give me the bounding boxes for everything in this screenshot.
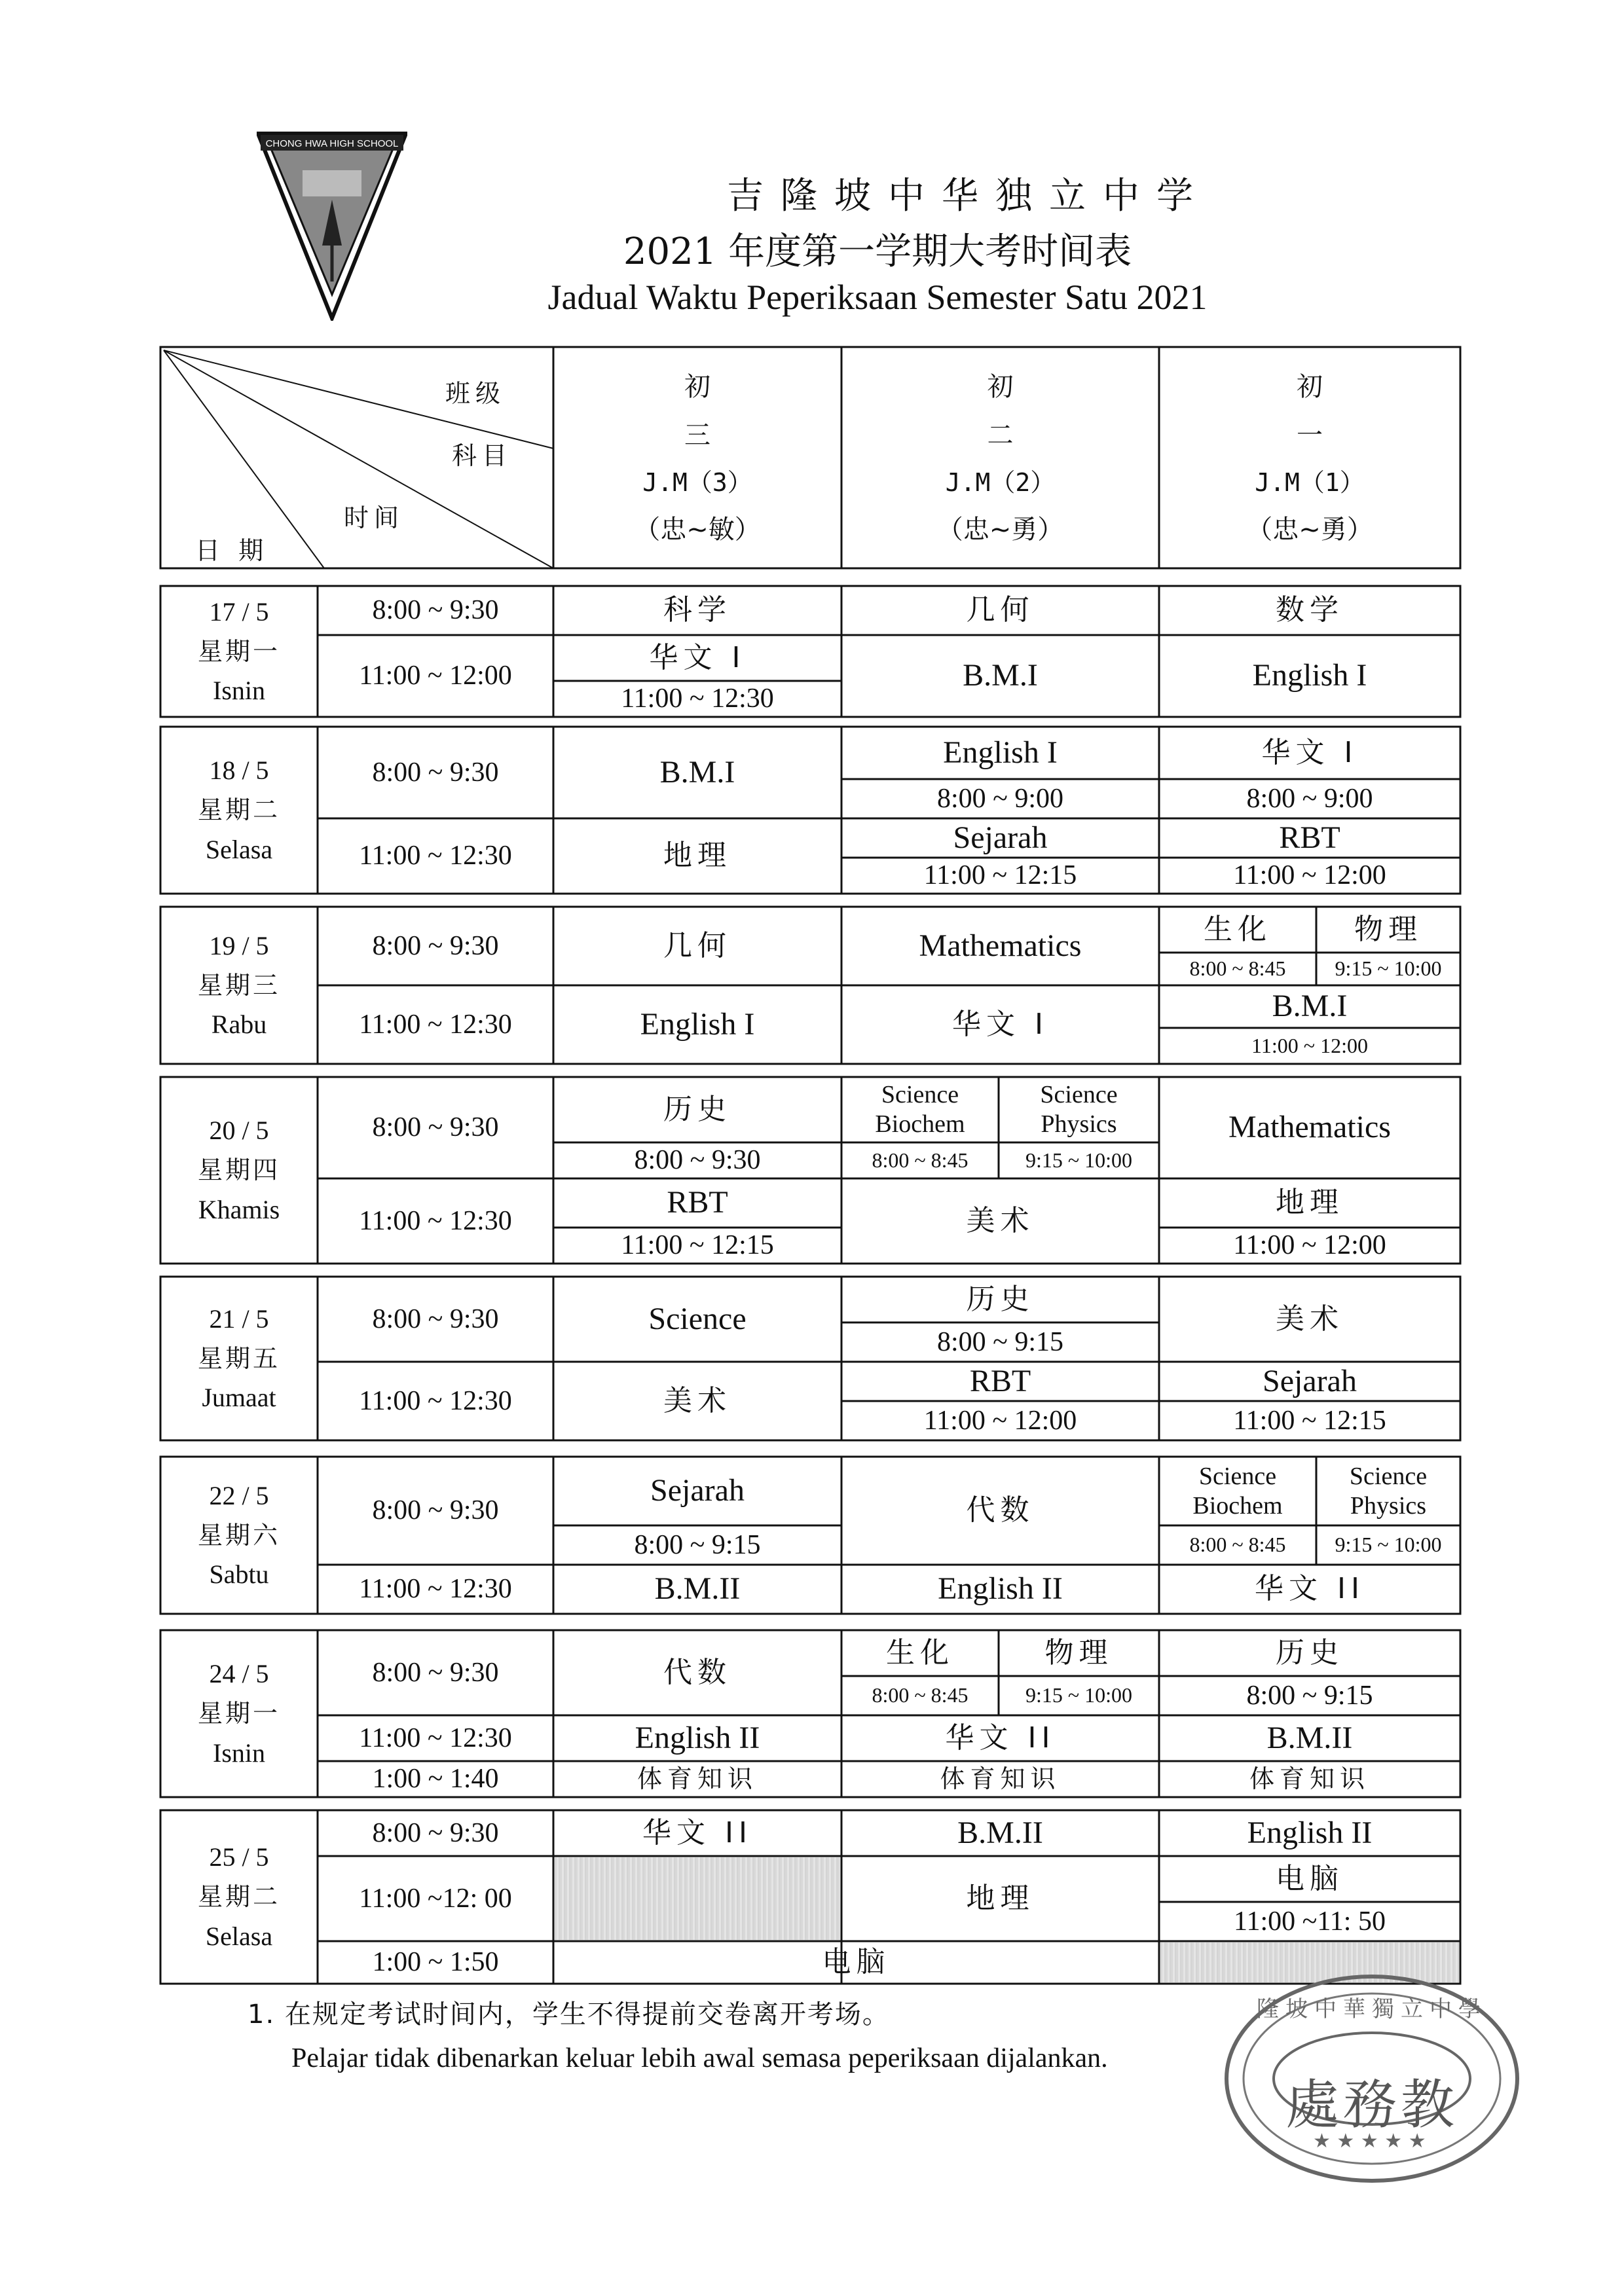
subject-cell: Sejarah	[1263, 1363, 1357, 1398]
exam-rule-note-cn: 1. 在规定考试时间内，学生不得提前交卷离开考场。	[248, 1999, 890, 2030]
subject-time: 8:00 ~ 9:00	[936, 783, 1064, 814]
time-cell: 11:00 ~ 12:30	[359, 1722, 512, 1753]
time-cell: 1:00 ~ 1:50	[372, 1947, 499, 1978]
subject-cell: 生化	[886, 1635, 954, 1669]
subject-cell: Science Physics	[1349, 1462, 1428, 1520]
subject-cell: Science Biochem	[875, 1081, 965, 1138]
subject-cell: 历史	[663, 1092, 731, 1126]
subject-time: 11:00 ~ 12:00	[923, 1405, 1077, 1436]
subject-cell: 代数	[966, 1493, 1035, 1527]
subject-cell: B.M.I	[963, 658, 1038, 693]
subject-cell: B.M.II	[1266, 1720, 1353, 1755]
subject-cell: RBT	[1279, 820, 1340, 855]
time-cell: 11:00 ~12: 00	[359, 1883, 512, 1914]
time-cell: 8:00 ~ 9:30	[372, 1303, 499, 1334]
subject-cell: English II	[1247, 1815, 1373, 1850]
svg-text:CHONG HWA HIGH SCHOOL: CHONG HWA HIGH SCHOOL	[265, 138, 399, 149]
subject-time: 11:00 ~ 12:00	[1233, 860, 1386, 891]
subject-cell: 科学	[663, 593, 731, 627]
subject-cell: English I	[640, 1006, 755, 1042]
subject-time: 9:15 ~ 10:00	[1335, 957, 1442, 981]
timetable-title-cn: 2021 年度第一学期大考时间表	[623, 230, 1132, 273]
exam-rule-note-malay: Pelajar tidak dibenarkan keluar lebih awal semasa peperiksaan dijalankan.	[291, 2043, 1108, 2073]
subject-cell: B.M.I	[1272, 989, 1348, 1024]
subject-cell: Science	[648, 1301, 747, 1336]
time-cell: 11:00 ~ 12:30	[359, 1574, 512, 1605]
subject-cell: Sejarah	[953, 820, 1048, 855]
time-cell: 8:00 ~ 9:30	[372, 595, 499, 626]
subject-cell: RBT	[667, 1185, 728, 1220]
subject-time: 8:00 ~ 9:15	[634, 1529, 761, 1560]
subject-time: 11:00 ~ 12:15	[923, 860, 1077, 891]
day-cell: 22 / 5 星期六 Sabtu	[197, 1480, 280, 1590]
day-cell: 17 / 5 星期一 Isnin	[197, 596, 280, 706]
subject-cell: Mathematics	[1228, 1110, 1391, 1145]
subject-time: 11:00 ~ 12:30	[621, 683, 774, 714]
subject-time: 9:15 ~ 10:00	[1025, 1683, 1133, 1707]
subject-time: 8:00 ~ 9:00	[1246, 783, 1373, 814]
stamp-inner-text: 處務教	[1285, 2074, 1458, 2136]
subject-cell: 华文 I	[952, 1007, 1048, 1041]
subject-cell: RBT	[969, 1363, 1031, 1398]
subject-cell: 地理	[1276, 1186, 1344, 1220]
subject-time: 8:00 ~ 9:15	[1246, 1680, 1373, 1711]
subject-cell: 物理	[1354, 912, 1422, 946]
subject-cell: 地理	[966, 1881, 1035, 1915]
timetable-title-malay: Jadual Waktu Peperiksaan Semester Satu 2021	[547, 278, 1208, 317]
time-cell: 8:00 ~ 9:30	[372, 1495, 499, 1526]
subject-cell: 体育知识	[637, 1764, 758, 1793]
subject-cell: Sejarah	[650, 1473, 745, 1508]
day-cell: 25 / 5 星期二 Selasa	[197, 1842, 280, 1951]
subject-cell: 华文 I	[1261, 735, 1358, 769]
subject-cell: 体育知识	[940, 1764, 1061, 1793]
subject-cell: 代数	[663, 1655, 731, 1689]
subject-time: 11:00 ~ 12:15	[1233, 1405, 1386, 1436]
header-col-j1: 初 一 J.M（1） （忠~勇）	[1246, 371, 1373, 545]
time-cell: 11:00 ~ 12:00	[359, 661, 512, 691]
time-label: 时间	[344, 503, 405, 532]
svg-text:★ ★ ★ ★ ★: ★ ★ ★ ★ ★	[1313, 2130, 1426, 2153]
time-cell: 11:00 ~ 12:30	[359, 1385, 512, 1416]
subject-time: 11:00 ~ 12:00	[1251, 1033, 1368, 1057]
subject-time: 8:00 ~ 9:30	[634, 1145, 761, 1176]
subject-cell: 几何	[663, 928, 731, 962]
subject-cell: 华文 I	[649, 640, 746, 674]
subject-cell: 几何	[966, 593, 1035, 627]
subject-cell: 华文 II	[1255, 1572, 1365, 1606]
subject-time: 9:15 ~ 10:00	[1335, 1533, 1442, 1557]
subject-cell: 华文 II	[642, 1815, 752, 1850]
date-label: 日 期	[195, 536, 269, 565]
subject-time: 8:00 ~ 9:15	[936, 1326, 1064, 1357]
time-cell: 8:00 ~ 9:30	[372, 1112, 499, 1143]
subject-cell: English I	[1252, 658, 1367, 693]
subject-cell: Science Physics	[1040, 1081, 1118, 1138]
time-cell: 8:00 ~ 9:30	[372, 930, 499, 961]
class-label: 班级	[445, 379, 506, 408]
subject-time: 8:00 ~ 8:45	[872, 1148, 969, 1172]
subject-cell: 物理	[1044, 1635, 1113, 1669]
subject-cell: 美术	[663, 1383, 731, 1417]
empty-slot-shading	[555, 1857, 840, 1940]
subject-label: 科目	[452, 441, 513, 470]
header-col-j2: 初 二 J.M（2） （忠~勇）	[936, 371, 1064, 545]
subject-cell: B.M.II	[654, 1571, 741, 1607]
time-cell: 1:00 ~ 1:40	[372, 1764, 499, 1795]
subject-cell: 电脑	[822, 1945, 891, 1979]
subject-cell: 华文 II	[945, 1721, 1056, 1755]
subject-cell: 地理	[663, 839, 731, 873]
subject-cell: 历史	[1276, 1635, 1344, 1669]
subject-time: 11:00 ~ 12:00	[1233, 1230, 1386, 1261]
subject-cell: 数学	[1276, 593, 1344, 627]
subject-time: 8:00 ~ 8:45	[1189, 957, 1286, 981]
subject-cell: 历史	[966, 1282, 1035, 1316]
school-name: 吉隆坡中华独立中学	[727, 175, 1210, 217]
subject-cell: 体育知识	[1249, 1764, 1370, 1793]
header-col-j3: 初 三 J.M（3） （忠~敏）	[634, 371, 761, 545]
subject-cell: B.M.I	[659, 754, 735, 790]
subject-cell: 美术	[1276, 1302, 1344, 1336]
day-cell: 19 / 5 星期三 Rabu	[197, 930, 280, 1040]
subject-cell: English II	[938, 1571, 1063, 1607]
subject-cell: 美术	[966, 1203, 1035, 1237]
subject-time: 8:00 ~ 8:45	[872, 1683, 969, 1707]
day-cell: 24 / 5 星期一 Isnin	[197, 1659, 280, 1768]
subject-time: 11:00 ~ 12:15	[621, 1230, 774, 1261]
time-cell: 11:00 ~ 12:30	[359, 841, 512, 871]
day-cell: 18 / 5 星期二 Selasa	[197, 756, 280, 864]
subject-cell: Science Biochem	[1192, 1462, 1283, 1520]
subject-cell: 电脑	[1276, 1861, 1344, 1895]
subject-cell: English I	[943, 735, 1058, 770]
subject-time: 11:00 ~11: 50	[1234, 1906, 1386, 1937]
subject-cell: 生化	[1204, 912, 1272, 946]
subject-cell: Mathematics	[919, 928, 1082, 963]
subject-cell: English II	[635, 1720, 760, 1755]
subject-time: 9:15 ~ 10:00	[1025, 1148, 1133, 1172]
time-cell: 8:00 ~ 9:30	[372, 1657, 499, 1688]
time-cell: 8:00 ~ 9:30	[372, 757, 499, 788]
time-cell: 11:00 ~ 12:30	[359, 1009, 512, 1040]
day-cell: 21 / 5 星期五 Jumaat	[197, 1303, 280, 1413]
svg-text:隆坡中華獨立中學: 隆坡中華獨立中學	[1257, 1996, 1487, 2022]
time-cell: 11:00 ~ 12:30	[359, 1205, 512, 1236]
subject-cell: B.M.II	[957, 1815, 1043, 1850]
subject-time: 8:00 ~ 8:45	[1189, 1533, 1286, 1557]
time-cell: 8:00 ~ 9:30	[372, 1817, 499, 1848]
day-cell: 20 / 5 星期四 Khamis	[197, 1116, 280, 1224]
